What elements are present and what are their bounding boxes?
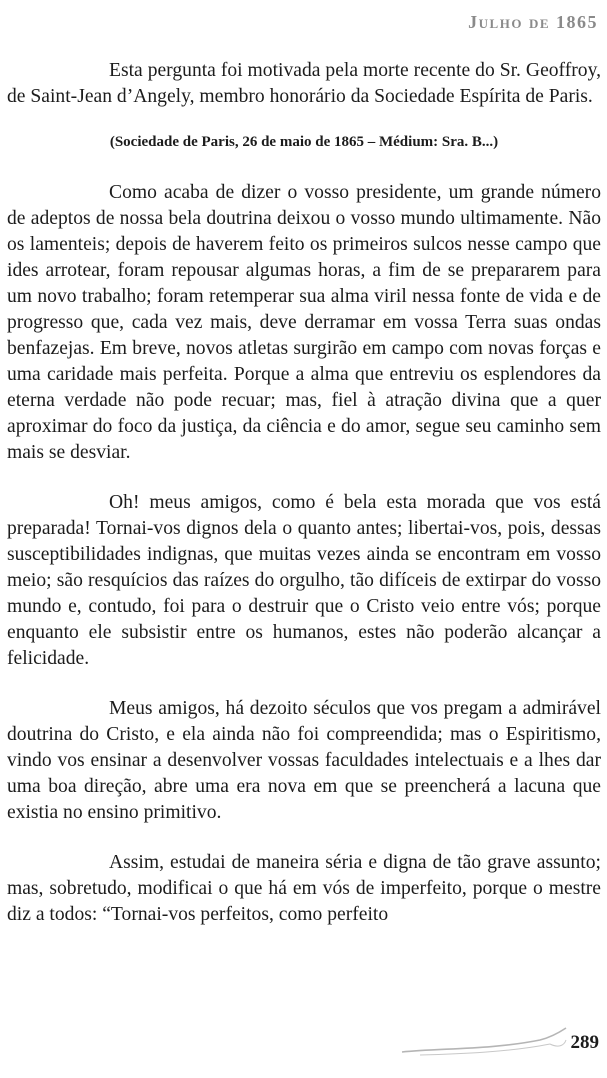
intro-paragraph: Esta pergunta foi motivada pela morte recente do Sr. Geoffroy, de Saint-Jean d’Angely, membro honorário da Sociedade Espírita de Paris. — [7, 60, 601, 107]
body-paragraph-2: Oh! meus amigos, como é bela esta morada que vos está preparada! Tornai-vos dignos dela o quanto antes; libertai-vos, pois, dessas susceptibilidades indignas, que muitas vezes ainda se encontram em vosso meio; são resquícios das raízes do orgulho, tão difíceis de extirpar do vosso mundo e, contudo, foi para o destruir que o Cristo veio entre vós; porque enquanto ele subsistir entre os humanos, estes não poderão alcançar a felicidade. — [7, 492, 601, 669]
page-number: 289 — [570, 1032, 599, 1053]
running-header: Julho de 1865 — [468, 12, 598, 32]
page-flourish-icon — [400, 1022, 570, 1062]
source-attribution: (Sociedade de Paris, 26 de maio de 1865 – Médium: Sra. B...) — [109, 134, 499, 150]
page-body — [7, 58, 601, 928]
body-paragraph-1: Como acaba de dizer o vosso presidente, um grande número de adeptos de nossa bela doutrina deixou o vosso mundo ultimamente. Não os lamenteis; depois de haverem feito os primeiros sulcos nesse campo que ides arrotear, foram repousar algumas horas, a fim de se prepararem para um novo trabalho; foram retemperar sua alma viril nessa fonte de vida e de progresso que, cada vez mais, deve derramar em vossa Terra suas ondas benfazejas. Em breve, novos atletas surgirão em campo com novas forças e uma caridade mais perfeita. Porque a alma que entreviu os esplendores da eterna verdade não pode recuar; mas, fiel à atração divina que a quer aproximar do foco da justiça, da ciência e do amor, segue seu caminho sem mais se desviar. — [7, 182, 601, 463]
body-paragraph-3: Meus amigos, há dezoito séculos que vos pregam a admirável doutrina do Cristo, e ela ainda não foi compreendida; mas o Espiritismo, vindo vos ensinar a desenvolver vossas faculdades intelectuais e a lhes dar uma boa direção, abre uma era nova em que se preencherá a lacuna que existia no ensino primitivo. — [7, 698, 601, 823]
body-paragraph-4: Assim, estudai de maneira séria e digna de tão grave assunto; mas, sobretudo, modificai o que há em vós de imperfeito, porque o mestre diz a todos: “Tornai-vos perfeitos, como perfeito — [7, 852, 601, 925]
page-footer — [0, 1018, 607, 1078]
